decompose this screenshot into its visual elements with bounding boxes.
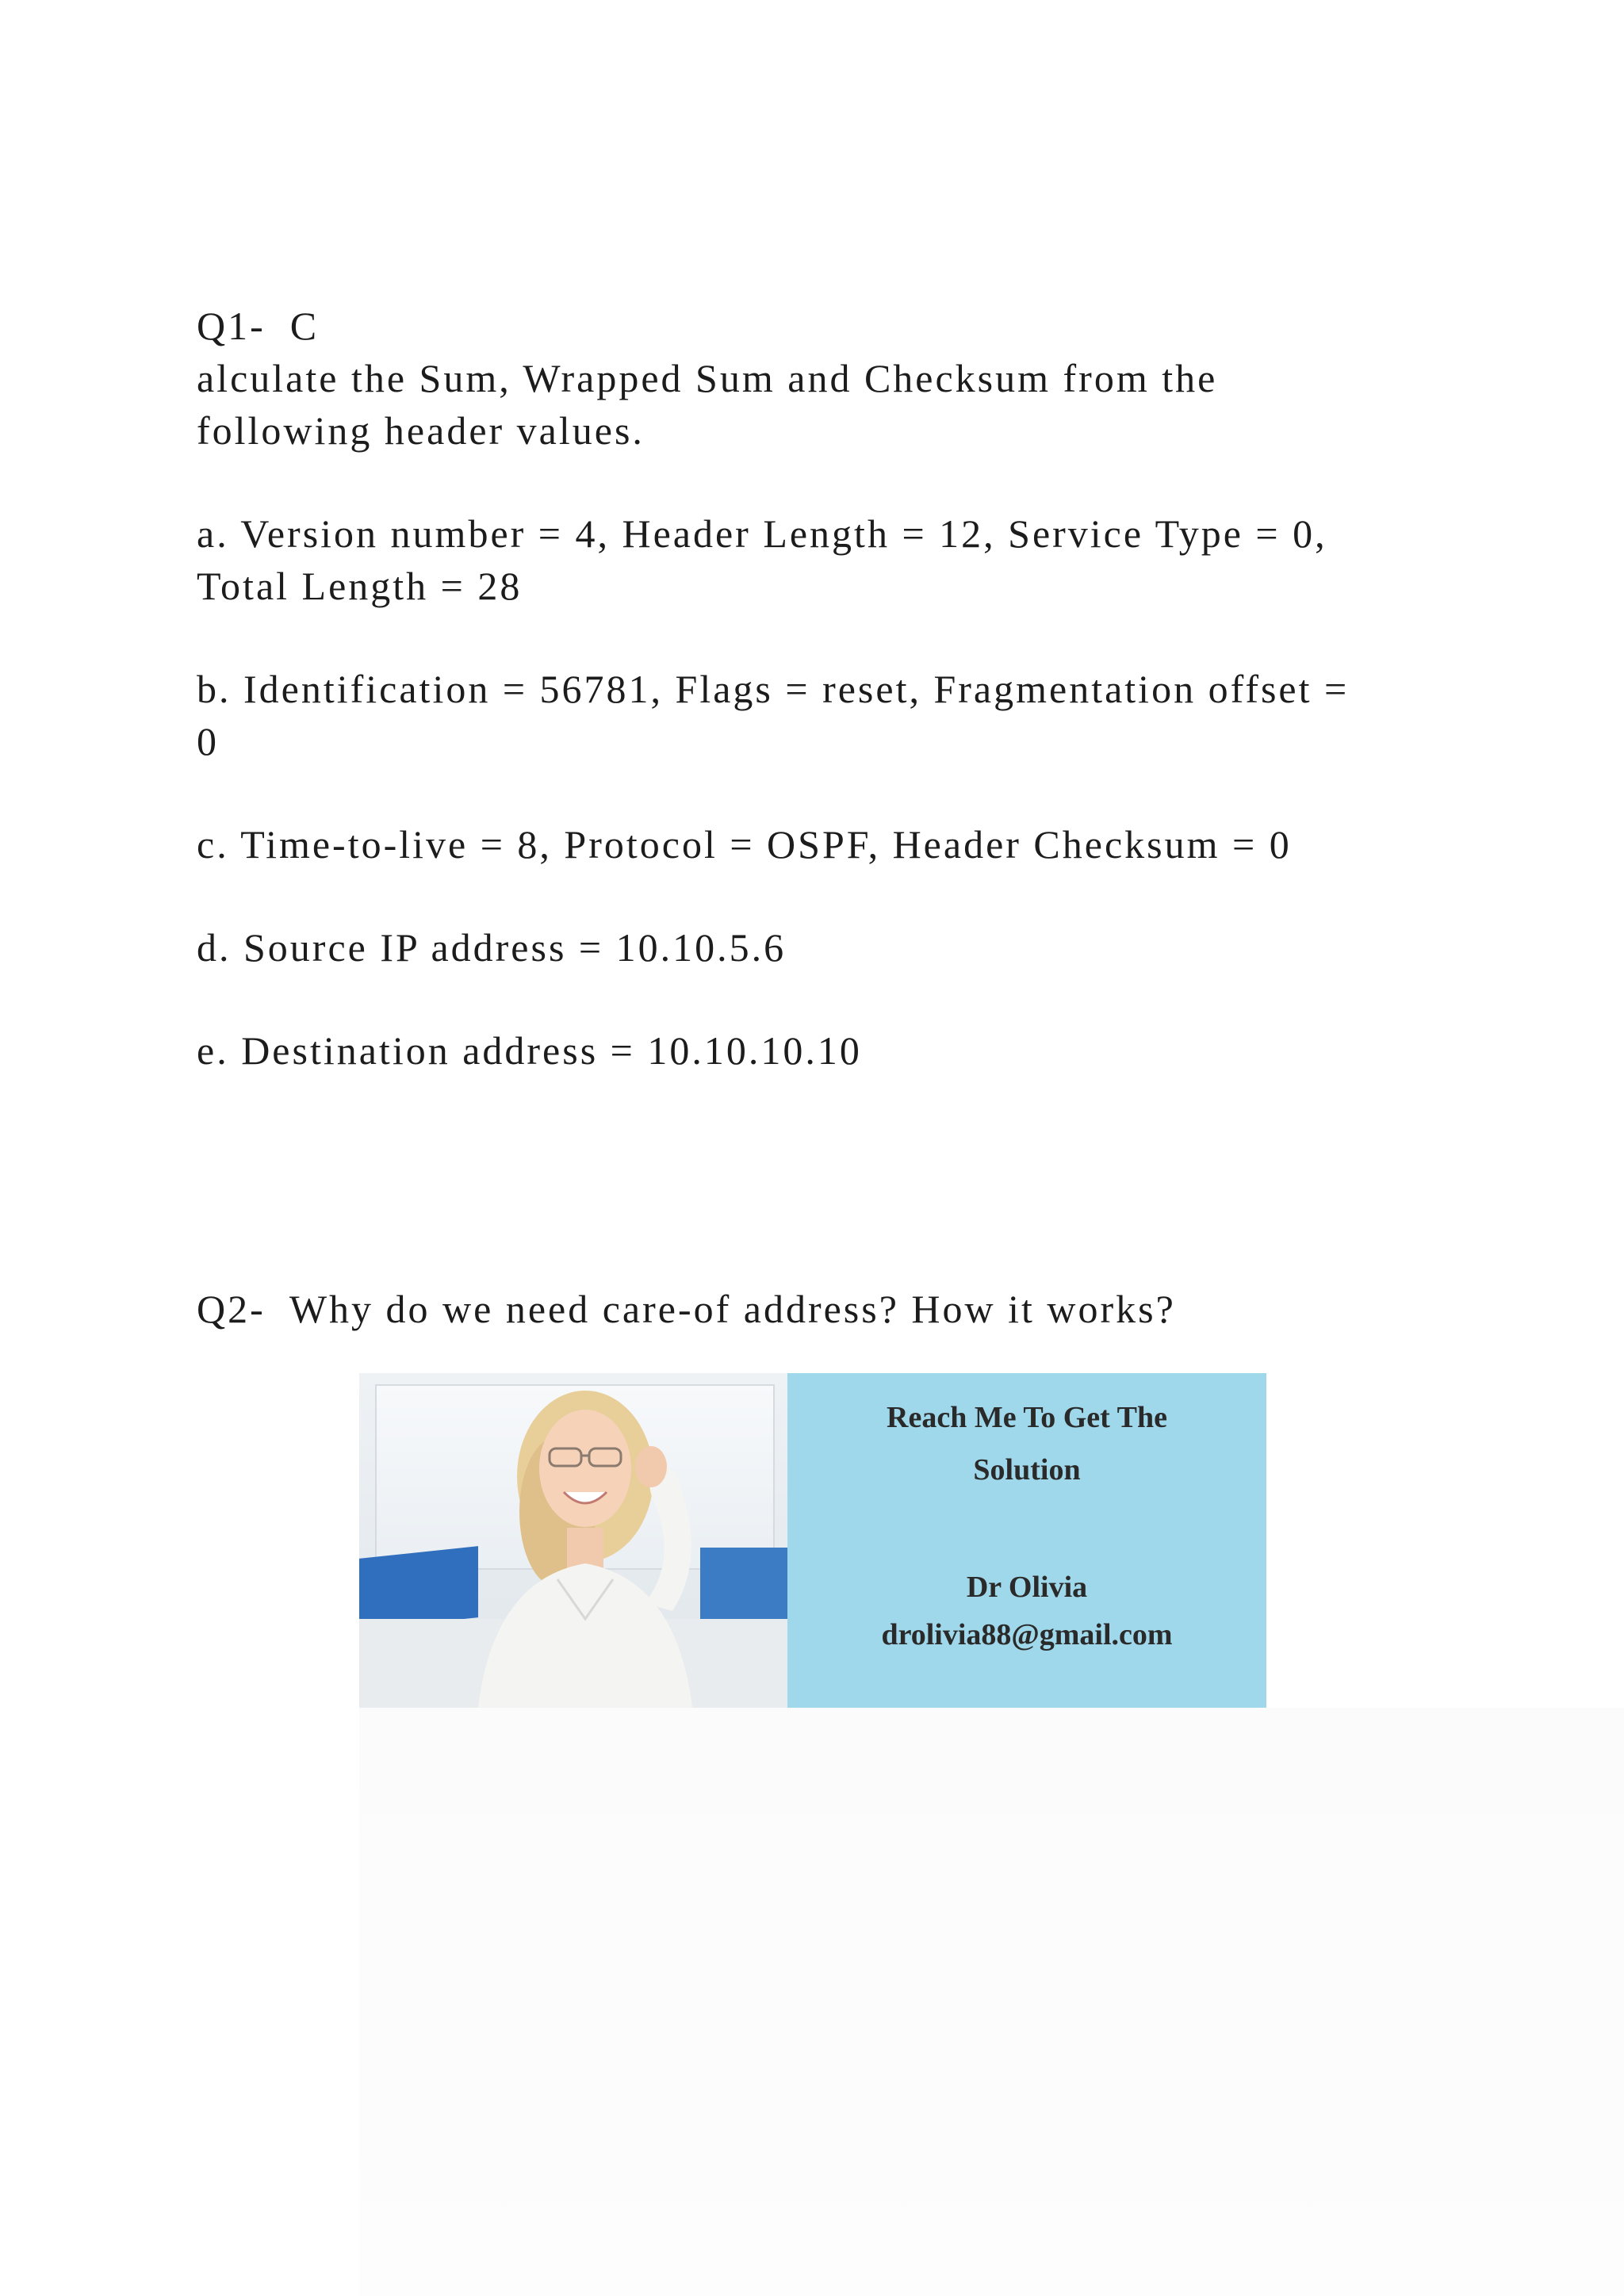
contact-info-panel (787, 1373, 1266, 1708)
contact-banner-image (359, 1373, 1266, 1708)
question-1-block (197, 300, 1434, 1077)
banner-line-2: Solution (973, 1453, 1081, 1487)
item-a-line-1: a. Version number = 4, Header Length = 12, Service Type = 0, (197, 511, 1327, 556)
question-1-intro-line-1: alculate the Sum, Wrapped Sum and Checksum from the (197, 356, 1218, 400)
item-b (197, 663, 1434, 767)
item-c-line-1: c. Time-to-live = 8, Protocol = OSPF, Header Checksum = 0 (197, 822, 1292, 867)
woman-photo (359, 1373, 787, 1708)
question-1-intro-line-2: following header values. (197, 408, 645, 453)
banner-email: drolivia88@gmail.com (881, 1618, 1173, 1651)
item-b-line-1: b. Identification = 56781, Flags = reset, Fragmentation offset = (197, 667, 1350, 711)
item-e (197, 1024, 1434, 1077)
item-c (197, 818, 1434, 871)
item-d (197, 921, 1434, 974)
item-e-line-1: e. Destination address = 10.10.10.10 (197, 1028, 862, 1073)
image-lower-area (359, 1708, 1624, 2296)
banner-line-1: Reach Me To Get The (887, 1401, 1167, 1434)
item-a-line-2: Total Length = 28 (197, 564, 523, 608)
item-d-line-1: d. Source IP address = 10.10.5.6 (197, 925, 787, 970)
item-a (197, 507, 1434, 612)
banner-name: Dr Olivia (966, 1571, 1088, 1604)
question-2: Q2- Why do we need care-of address? How it works? (197, 1287, 1176, 1331)
woman-figure-icon (359, 1373, 787, 1708)
item-b-line-2: 0 (197, 719, 219, 763)
question-1-title: Q1- C (197, 304, 320, 348)
